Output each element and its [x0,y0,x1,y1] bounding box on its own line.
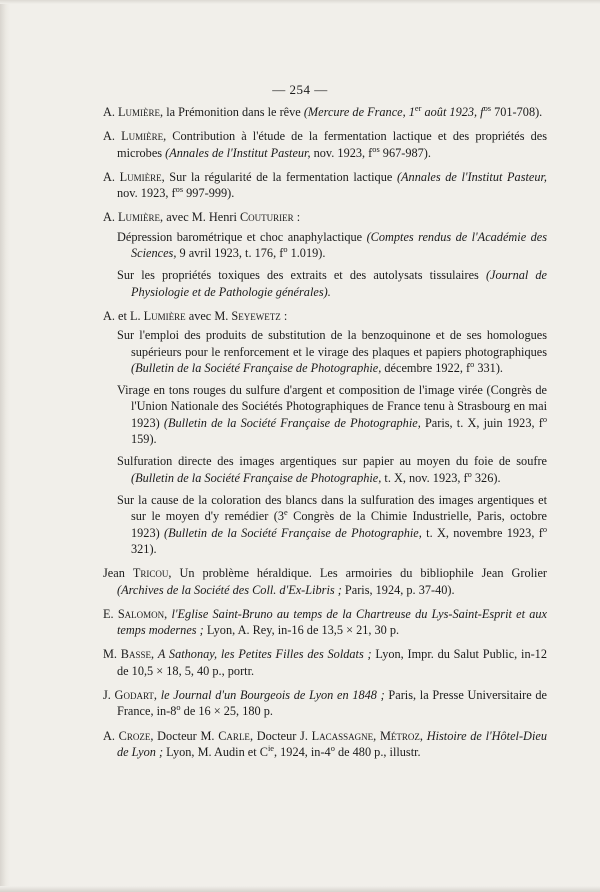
subentry-source: (Bulletin de la Société Française de Photographie, [164,525,422,540]
entry-sep: , [164,606,172,621]
subentry-title: Virage en tons rouges du sulfure d'argent et composition de l'image virée (Congrès de l'Union Nationale des Sociétés Photographiques de France tenu à Strasbourg en mai 1923) [117,383,547,430]
entry-sep: , [419,728,427,743]
entry-coauthor: Lacassagne [311,728,374,743]
bibliography-entry [103,104,547,120]
subentry-title: Dépression barométrique et choc anaphylactique [117,229,367,244]
subentry-source: (Bulletin de la Société Française de Photographie, [163,415,421,430]
subentry-date: t. X, nov. 1923, f [381,470,468,485]
subentry-title-cont: Congrès de la Chimie Industrielle, Paris, octobre 1923) [131,509,548,540]
bibliography-subentry [117,229,547,262]
entry-source: le Journal d'un Bourgeois de Lyon en 1848 ; [160,687,385,702]
entry-superscript: o [542,524,548,534]
entry-source: Histoire de l'Hôtel-Dieu de Lyon ; [117,728,547,759]
entry-sep: , [153,687,161,702]
subentry-title: Sur l'emploi des produits de substitution de la benzoquinone et de ses homologues supérieurs pour le renforcement et le virage des plaques et papiers photographiques [117,328,547,359]
entry-source: A Sathonay, les Petites Filles des Soldats ; [157,647,372,662]
entry-source: (Annales de l'Institut Pasteur, [396,169,547,184]
subentry-pages: 326). [471,470,501,485]
entry-source: l'Eglise Saint-Bruno au temps de la Chartreuse du Lys-Saint-Esprit et aux temps modernes ; [117,606,548,638]
entry-title: , Sur la régularité de la fermentation lactique [161,169,397,184]
entry-author-prefix: A. et L. [103,308,144,323]
bibliography-entry [103,565,547,598]
entry-text: avec M. [185,308,232,323]
entry-author: Tricou [132,566,169,581]
entry-author: A. Lumière [103,105,161,119]
entry-text: , avec M. Henri [160,210,240,225]
entry-superscript: o [467,469,472,479]
entry-coauthor: Métroz [379,728,420,743]
entry-coauthor: Seyewetz [231,308,281,323]
entry-superscript: o [542,414,548,424]
bibliography-entry [103,308,547,324]
subentry-date: Paris, t. X, juin 1923, f [420,415,543,430]
subentry-date: 9 avril 1923, t. 176, f [176,246,284,261]
entry-superscript: o [330,743,335,753]
bibliography-subentry [117,267,547,300]
bibliography-entry [103,728,547,761]
entry-sep: , Docteur J. [249,728,312,743]
entry-pages: de 480 p., illustr. [334,744,421,759]
entry-superscript: os [372,144,380,154]
subentry-pages: 1.019). [287,246,326,261]
entry-pages: 701-708). [491,105,543,119]
entry-superscript: o [283,245,288,255]
entry-author: E. Salomon [103,606,165,621]
entry-superscript: os [483,103,492,113]
subentry-date: t. X, novembre 1923, f [421,525,543,540]
entry-superscript: o [176,703,181,713]
entry-date: nov. 1923, f [117,186,176,201]
entry-pages: Paris, 1924, p. 37-40). [341,582,455,597]
entry-source: (Annales de l'Institut Pasteur, [165,145,311,160]
entry-superscript: o [470,359,475,369]
entry-date: août 1923, f [421,105,484,119]
entry-superscript: e [283,508,288,517]
subentry-title: Sur la cause de la coloration des blancs dans la sulfuration des images argentiques et sur le moyen d'y remédier (3 [117,492,547,524]
entry-publisher: Lyon, M. Audin et C [163,744,268,759]
entry-author: J. Godart [103,687,154,702]
bibliography-subentry [117,453,547,486]
bibliography-entry [103,646,547,679]
entry-author: M. Basse [103,647,151,662]
subentry-pages: 331). [474,361,503,376]
subentry-pages: 159). [131,432,157,447]
bibliography-entry [103,169,547,202]
entry-author: A. Croze [103,728,151,743]
subentry-title: Sulfuration directe des images argentiques sur papier au moyen du foie de soufre [117,454,547,469]
bibliography-entry [103,209,547,225]
entry-pages: 967-987). [379,145,431,160]
page-shadow-left [0,0,10,892]
bibliography-entry [103,606,547,639]
subentry-source: (Comptes rendus de l'Académie des Sciences, [131,229,547,261]
entry-sep: , [151,647,158,662]
entry-superscript: ie [267,743,274,753]
entry-colon: : [280,308,288,323]
page-shadow-top [0,0,600,4]
entry-superscript: os [175,185,184,195]
subentry-title: Sur les propriétés toxiques des extraits et des autolysats tissulaires [117,268,486,283]
entry-pages: de 16 × 25, 180 p. [180,704,273,719]
entry-author-prefix: Jean [103,566,133,581]
subentry-source: (Journal de Physiologie et de Pathologie générales). [131,268,548,299]
entry-author: A. Lumière [103,129,164,144]
entry-title: , Un problème héraldique. Les armoiries du bibliophile Jean Grolier [168,566,547,581]
entry-pages: 997-999). [183,186,235,201]
entry-source: (Archives de la Société des Coll. d'Ex-Libris ; [117,582,342,597]
entry-author: A. Lumière [103,169,162,184]
entry-coauthor: Carle [218,728,250,743]
entry-coauthor: Couturier [239,210,294,225]
entry-colon: : [293,210,301,225]
entry-sep: , Docteur M. [150,728,219,743]
page-shadow-bottom [0,886,600,892]
entry-title: , Contribution à l'étude de la fermentation lactique et des propriétés des microbes [117,129,547,160]
bibliography-entry [103,128,547,161]
subentry-source: (Bulletin de la Société Française de Photographie, [131,470,382,485]
entry-date: nov. 1923, f [310,145,373,160]
subentry-source: (Bulletin de la Société Française de Photographie, [131,361,382,376]
bibliography-subentry [117,492,547,558]
subentry-pages: 321). [131,541,157,556]
bibliography-entry [103,687,547,720]
entry-publisher-cont: , 1924, in-4 [274,744,331,759]
bibliography-list [103,104,547,768]
entry-source: (Mercure de France, 1 [303,105,415,119]
entry-sep: , [373,728,380,743]
bibliography-subentry [117,382,547,448]
page-number: — 254 — [272,82,328,97]
entry-publisher: Paris, la Presse Universitaire de France, in-8 [117,687,547,719]
bibliography-subentry [117,327,547,376]
entry-author: Lumière [143,308,186,323]
subentry-date: décembre 1922, f [381,361,471,376]
entry-superscript: er [414,103,422,113]
entry-pages: Lyon, Impr. du Salut Public, in-12 de 10,5 × 18, 5, 40 p., portr. [117,647,547,678]
entry-pages: Lyon, A. Rey, in-16 de 13,5 × 21, 30 p. [203,623,400,638]
entry-title: , la Prémonition dans le rêve [160,105,304,119]
entry-author: A. Lumière [103,210,161,225]
